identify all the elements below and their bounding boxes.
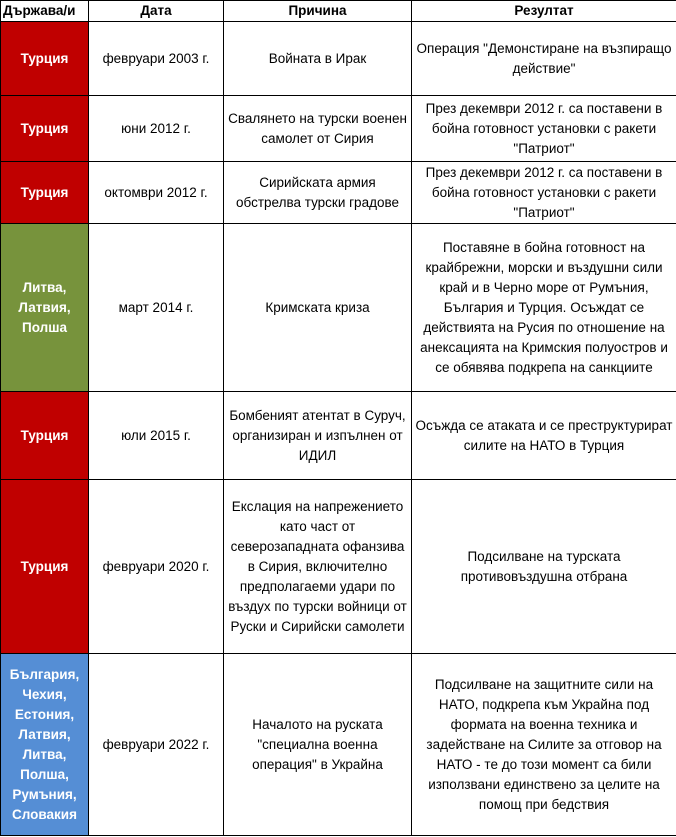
date-cell: юли 2015 г. [89, 392, 224, 480]
reason-cell: Екслация на напрежението като част от северозападната офанзива в Сирия, включително предполагаеми удари по въздух по турски войници от Руски и Сирийски самолети [224, 480, 412, 654]
country-cell: Турция [1, 96, 89, 162]
date-cell: февруари 2003 г. [89, 22, 224, 96]
result-cell: През декември 2012 г. са поставени в бойна готовност установки с ракети "Патриот" [412, 96, 676, 162]
date-cell: февруари 2022 г. [89, 654, 224, 836]
date-cell: октомври 2012 г. [89, 162, 224, 224]
result-cell: Поставяне в бойна готовност на крайбрежни, морски и въздушни сили край и в Черно море от Румъния, България и Турция. Осъждат се действията на Русия по отношение на анексацията на Кримския полуостров и се обявява подкрепа на санкциите [412, 224, 676, 392]
table-row [1, 22, 676, 96]
table-row [1, 224, 676, 392]
reason-cell: Свалянето на турски военен самолет от Сирия [224, 96, 412, 162]
reason-cell: Войната в Ирак [224, 22, 412, 96]
result-cell: Операция "Демонстиране на възпиращо действие" [412, 22, 676, 96]
country-cell: Турция [1, 480, 89, 654]
header-date: Дата [89, 1, 224, 22]
header-reason: Причина [224, 1, 412, 22]
result-cell: През декември 2012 г. са поставени в бойна готовност установки с ракети "Патриот" [412, 162, 676, 224]
table-row [1, 654, 676, 836]
reason-cell: Сирийската армия обстрелва турски градове [224, 162, 412, 224]
country-cell: Турция [1, 162, 89, 224]
table-row [1, 96, 676, 162]
result-cell: Осъжда се атаката и се преструктурират силите на НАТО в Турция [412, 392, 676, 480]
country-cell: България, Чехия, Естония, Латвия, Литва, Полша, Румъния, Словакия [1, 654, 89, 836]
country-cell: Литва, Латвия, Полша [1, 224, 89, 392]
reason-cell: Кримската криза [224, 224, 412, 392]
date-cell: юни 2012 г. [89, 96, 224, 162]
reason-cell: Бомбеният атентат в Суруч, организиран и изпълнен от ИДИЛ [224, 392, 412, 480]
header-country: Държава/и [1, 1, 89, 22]
header-result: Резултат [412, 1, 676, 22]
date-cell: февруари 2020 г. [89, 480, 224, 654]
table-row [1, 480, 676, 654]
reason-cell: Началото на руската "специална военна операция" в Украйна [224, 654, 412, 836]
country-cell: Турция [1, 392, 89, 480]
date-cell: март 2014 г. [89, 224, 224, 392]
table-row [1, 392, 676, 480]
result-cell: Подсилване на защитните сили на НАТО, подкрепа към Украйна под формата на военна техника и задействане на Силите за отговор на НАТО - те до този момент са били използвани единствено за целите на помощ при бедствия [412, 654, 676, 836]
country-cell: Турция [1, 22, 89, 96]
header-row [1, 1, 676, 22]
table-row [1, 162, 676, 224]
result-cell: Подсилване на турската противовъздушна отбрана [412, 480, 676, 654]
